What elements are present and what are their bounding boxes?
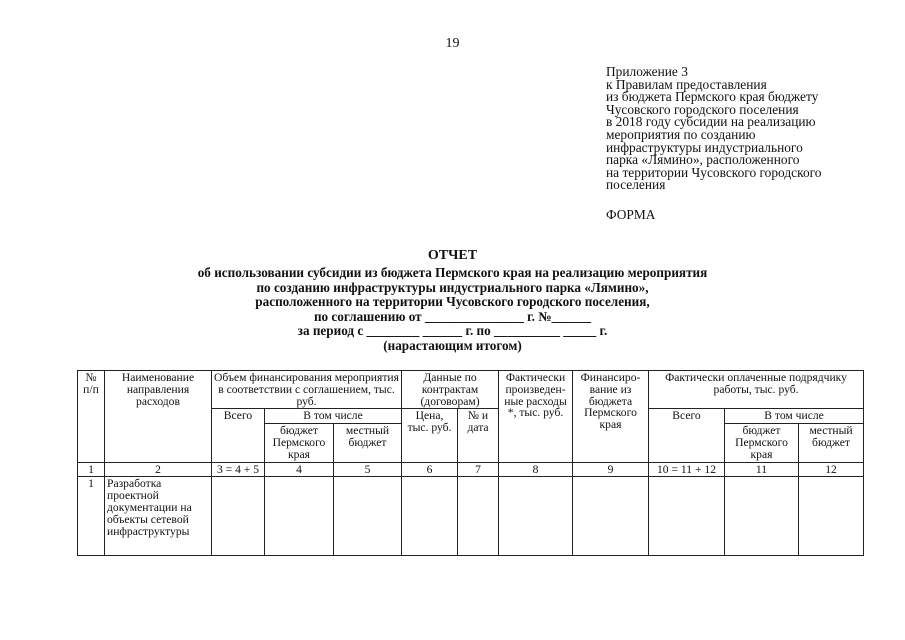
column-number: 1	[78, 462, 105, 477]
column-number: 7	[458, 462, 499, 477]
appendix-line: к Правилам предоставления	[606, 76, 767, 92]
table-cell	[458, 477, 499, 556]
appendix-line: мероприятия по созданию	[606, 126, 756, 142]
column-number: 9	[573, 462, 649, 477]
appendix-line: в 2018 году субсидии на реализацию	[606, 114, 816, 130]
header-paid: Фактически оплаченные подрядчику работы, тыс. руб.	[649, 371, 864, 409]
cumulative-note: (нарастающим итогом)	[383, 337, 522, 353]
table-cell	[499, 477, 573, 556]
appendix-line: поселения	[606, 177, 666, 193]
subtitle-line: расположенного на территории Чусовского городского поселения,	[255, 294, 650, 310]
table-cell	[799, 477, 864, 556]
header-num: № п/п	[78, 371, 105, 463]
agreement-line: по соглашению от _______________ г. №______	[313, 308, 592, 324]
column-number: 11	[725, 462, 799, 477]
report-table	[77, 370, 864, 556]
header-row	[78, 371, 864, 409]
report-title: ОТЧЕТ	[427, 248, 478, 263]
header-paid-total: Всего	[649, 409, 725, 462]
appendix-line: на территории Чусовского городского	[606, 164, 822, 180]
row-name: Разработка проектной документации на объекты сетевой инфраструктуры	[105, 477, 212, 556]
header-contracts: Данные по контрактам (договорам)	[402, 371, 499, 409]
appendix-line: парка «Лямино», расположенного	[606, 152, 800, 168]
table-cell	[265, 477, 334, 556]
column-number: 8	[499, 462, 573, 477]
column-number: 3 = 4 + 5	[212, 462, 265, 477]
table-cell	[649, 477, 725, 556]
header-price: Цена, тыс. руб.	[402, 409, 458, 462]
header-local-budget: местный бюджет	[334, 424, 402, 462]
appendix-line: инфраструктуры индустриального	[606, 139, 803, 155]
header-including: В том числе	[265, 409, 402, 424]
table-cell	[212, 477, 265, 556]
subtitle-line: по созданию инфраструктуры индустриального парка «Лямино»,	[256, 279, 649, 295]
row-number: 1	[78, 477, 105, 556]
header-paid-including: В том числе	[725, 409, 864, 424]
column-number: 12	[799, 462, 864, 477]
header-actual-expenses: Фактически произведен-ные расходы *, тыс. руб.	[499, 371, 573, 463]
column-number: 5	[334, 462, 402, 477]
column-numbering-row	[78, 462, 864, 477]
period-line: за период с ________ ______ г. по __________ _____ г.	[297, 323, 608, 339]
form-label: ФОРМА	[606, 207, 656, 222]
header-name: Наименование направления расходов	[105, 371, 212, 463]
table-cell	[573, 477, 649, 556]
column-number: 2	[105, 462, 212, 477]
page-number: 19	[445, 36, 460, 51]
column-number: 6	[402, 462, 458, 477]
table-cell	[725, 477, 799, 556]
appendix-line: Приложение 3	[606, 64, 688, 79]
header-contract-number: № и дата	[458, 409, 499, 462]
appendix-block	[606, 66, 896, 192]
header-volume: Объем финансирования мероприятия в соответствии с соглашением, тыс. руб.	[212, 371, 402, 409]
subtitle-line: об использовании субсидии из бюджета Пермского края на реализацию мероприятия	[197, 265, 708, 280]
appendix-line: Чусовского городского поселения	[606, 101, 799, 117]
appendix-line: из бюджета Пермского края бюджету	[606, 89, 819, 105]
column-number: 4	[265, 462, 334, 477]
header-paid-regional: бюджет Пермского края	[725, 424, 799, 462]
table-row	[78, 477, 864, 556]
table-cell	[334, 477, 402, 556]
header-financing: Финансиро-вание из бюджета Пермского края	[573, 371, 649, 463]
table-cell	[402, 477, 458, 556]
title-block	[0, 248, 905, 354]
header-paid-local: местный бюджет	[799, 424, 864, 462]
column-number: 10 = 11 + 12	[649, 462, 725, 477]
header-regional-budget: бюджет Пермского края	[265, 424, 334, 462]
header-total: Всего	[212, 409, 265, 462]
